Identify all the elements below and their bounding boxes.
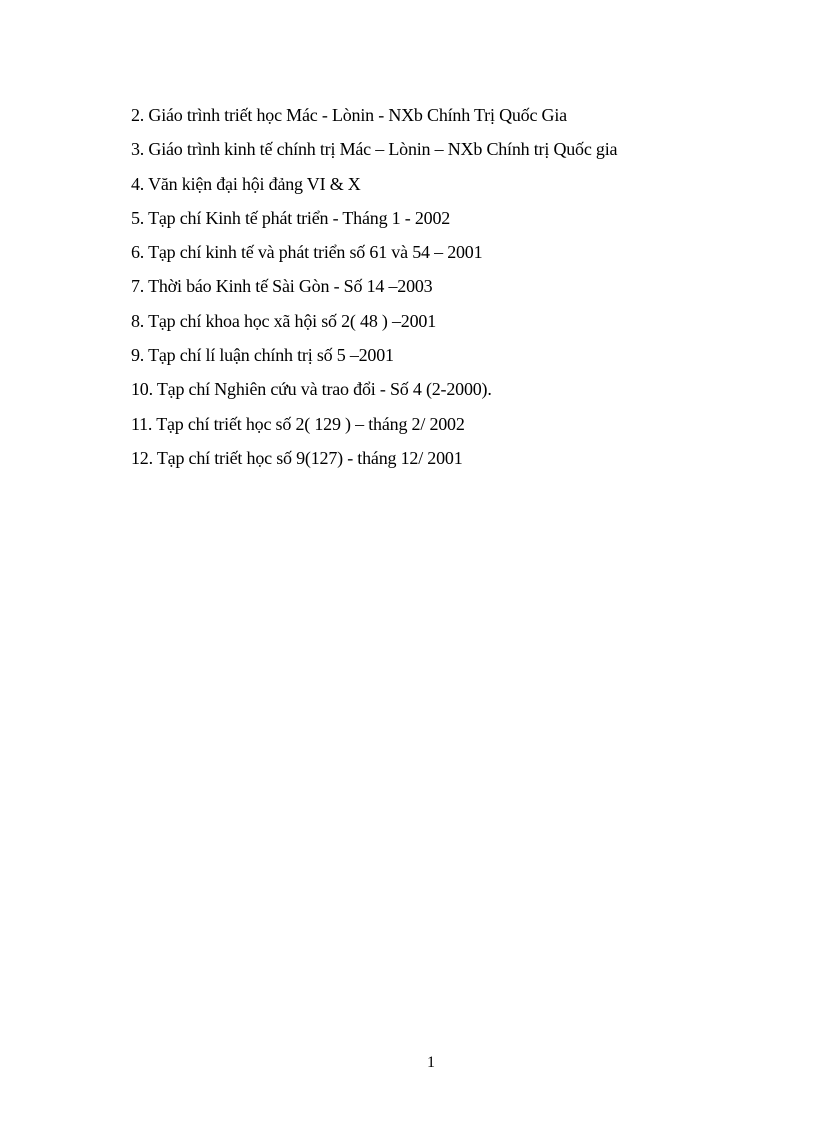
reference-item: 7. Thời báo Kinh tế Sài Gòn - Số 14 –2003 <box>131 276 433 297</box>
reference-list <box>131 98 617 475</box>
reference-item: 6. Tạp chí kinh tế và phát triển số 61 và 54 – 2001 <box>131 242 483 263</box>
page-number: 1 <box>427 1054 435 1071</box>
reference-item: 8. Tạp chí khoa học xã hội số 2( 48 ) –2001 <box>131 310 437 331</box>
reference-item: 5. Tạp chí Kinh tế phát triển - Tháng 1 - 2002 <box>131 207 451 228</box>
reference-item: 11. Tạp chí triết học số 2( 129 ) – tháng 2/ 2002 <box>131 413 465 434</box>
reference-item: 3. Giáo trình kinh tế chính trị Mác – Lònin – NXb Chính trị Quốc gia <box>131 139 618 160</box>
reference-item: 10. Tạp chí Nghiên cứu và trao đổi - Số 4 (2-2000). <box>131 379 492 400</box>
reference-item: 9. Tạp chí lí luận chính trị số 5 –2001 <box>131 345 394 366</box>
reference-item: 2. Giáo trình triết học Mác - Lònin - NXb Chính Trị Quốc Gia <box>131 105 567 125</box>
reference-item: 4. Văn kiện đại hội đảng VI & X <box>131 173 361 194</box>
reference-item: 12. Tạp chí triết học số 9(127) - tháng 12/ 2001 <box>131 447 463 468</box>
